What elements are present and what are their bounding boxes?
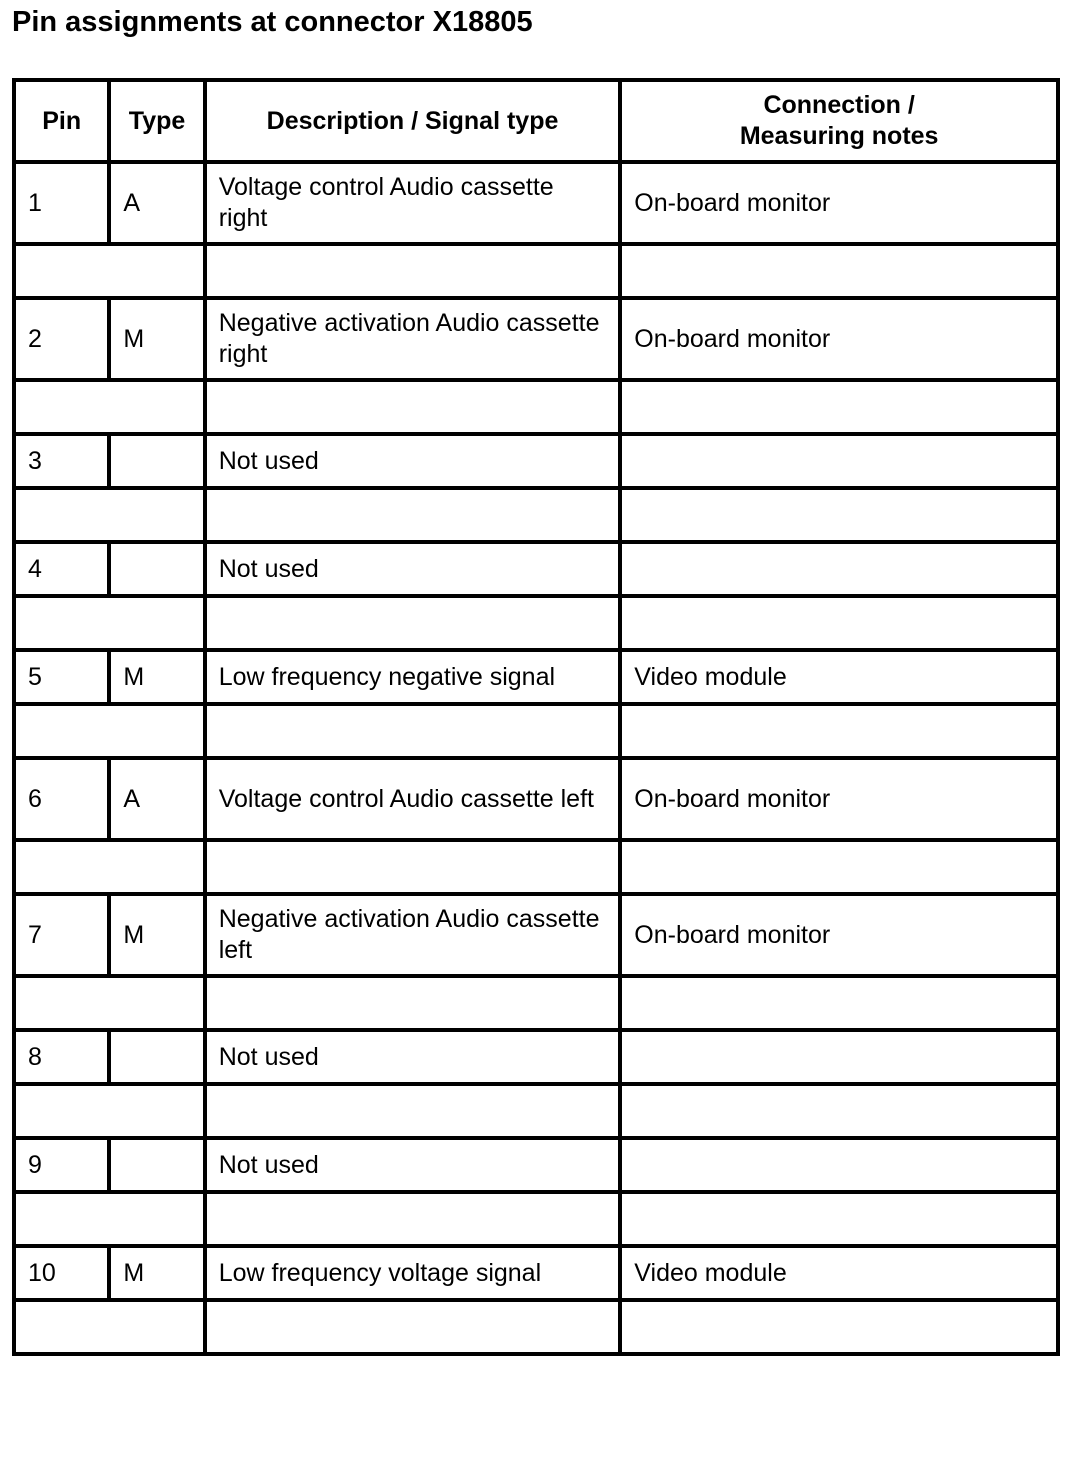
spacer-row <box>14 488 1058 542</box>
pin-cell: 7 <box>14 894 109 976</box>
table-row <box>14 434 1058 488</box>
spacer-cell <box>620 840 1058 894</box>
description-cell: Not used <box>205 542 621 596</box>
type-cell: A <box>109 758 204 840</box>
type-cell: M <box>109 650 204 704</box>
spacer-cell <box>620 1192 1058 1246</box>
table-row <box>14 162 1058 244</box>
spacer-row <box>14 1300 1058 1354</box>
type-cell: M <box>109 894 204 976</box>
description-cell: Not used <box>205 1138 621 1192</box>
pin-cell: 3 <box>14 434 109 488</box>
description-cell: Low frequency voltage signal <box>205 1246 621 1300</box>
spacer-cell <box>205 244 621 298</box>
spacer-cell <box>205 1192 621 1246</box>
type-cell: A <box>109 162 204 244</box>
connection-cell: On-board monitor <box>620 758 1058 840</box>
column-header-type: Type <box>109 80 204 162</box>
column-header-pin: Pin <box>14 80 109 162</box>
spacer-row <box>14 840 1058 894</box>
spacer-cell <box>205 1300 621 1354</box>
pin-assignment-table <box>12 78 1060 1356</box>
spacer-cell <box>14 704 205 758</box>
description-cell: Low frequency negative signal <box>205 650 621 704</box>
spacer-cell <box>14 976 205 1030</box>
table-row <box>14 894 1058 976</box>
table-row <box>14 758 1058 840</box>
description-cell: Voltage control Audio cassette left <box>205 758 621 840</box>
connection-cell: Video module <box>620 1246 1058 1300</box>
spacer-cell <box>14 840 205 894</box>
pin-cell: 5 <box>14 650 109 704</box>
spacer-cell <box>620 380 1058 434</box>
description-cell: Voltage control Audio cassette right <box>205 162 621 244</box>
pin-cell: 10 <box>14 1246 109 1300</box>
spacer-row <box>14 976 1058 1030</box>
table-row <box>14 542 1058 596</box>
connection-cell: On-board monitor <box>620 162 1058 244</box>
table-header-row <box>14 80 1058 162</box>
spacer-cell <box>620 1300 1058 1354</box>
pin-cell: 9 <box>14 1138 109 1192</box>
spacer-row <box>14 1084 1058 1138</box>
spacer-cell <box>205 488 621 542</box>
page-title: Pin assignments at connector X18805 <box>12 6 533 38</box>
spacer-cell <box>205 704 621 758</box>
connection-cell: On-board monitor <box>620 298 1058 380</box>
table-row <box>14 298 1058 380</box>
spacer-cell <box>14 244 205 298</box>
spacer-cell <box>205 1084 621 1138</box>
connection-cell <box>620 1030 1058 1084</box>
pin-cell: 1 <box>14 162 109 244</box>
spacer-row <box>14 1192 1058 1246</box>
spacer-cell <box>14 1300 205 1354</box>
spacer-cell <box>14 488 205 542</box>
pin-cell: 8 <box>14 1030 109 1084</box>
table-row <box>14 1138 1058 1192</box>
spacer-cell <box>620 1084 1058 1138</box>
spacer-cell <box>14 596 205 650</box>
description-cell: Not used <box>205 1030 621 1084</box>
type-cell <box>109 434 204 488</box>
type-cell: M <box>109 1246 204 1300</box>
spacer-cell <box>620 704 1058 758</box>
connection-cell <box>620 1138 1058 1192</box>
column-header-connection-line1: Connection / <box>763 91 915 119</box>
column-header-connection-line2: Measuring notes <box>739 122 939 150</box>
spacer-cell <box>620 488 1058 542</box>
spacer-cell <box>620 596 1058 650</box>
spacer-row <box>14 704 1058 758</box>
spacer-row <box>14 596 1058 650</box>
type-cell <box>109 542 204 596</box>
spacer-cell <box>620 976 1058 1030</box>
spacer-cell <box>205 976 621 1030</box>
spacer-row <box>14 244 1058 298</box>
pin-cell: 4 <box>14 542 109 596</box>
spacer-cell <box>14 1192 205 1246</box>
connection-cell <box>620 542 1058 596</box>
table-row <box>14 650 1058 704</box>
type-cell <box>109 1030 204 1084</box>
type-cell <box>109 1138 204 1192</box>
column-header-connection <box>620 80 1058 162</box>
column-header-description: Description / Signal type <box>205 80 621 162</box>
spacer-row <box>14 380 1058 434</box>
connection-cell: Video module <box>620 650 1058 704</box>
spacer-cell <box>620 244 1058 298</box>
spacer-cell <box>205 380 621 434</box>
description-cell: Negative activation Audio cassette left <box>205 894 621 976</box>
pin-cell: 2 <box>14 298 109 380</box>
connection-cell <box>620 434 1058 488</box>
type-cell: M <box>109 298 204 380</box>
connection-cell: On-board monitor <box>620 894 1058 976</box>
table-row <box>14 1030 1058 1084</box>
spacer-cell <box>205 596 621 650</box>
pin-cell: 6 <box>14 758 109 840</box>
description-cell: Not used <box>205 434 621 488</box>
table-row <box>14 1246 1058 1300</box>
spacer-cell <box>14 1084 205 1138</box>
description-cell: Negative activation Audio cassette right <box>205 298 621 380</box>
spacer-cell <box>14 380 205 434</box>
spacer-cell <box>205 840 621 894</box>
